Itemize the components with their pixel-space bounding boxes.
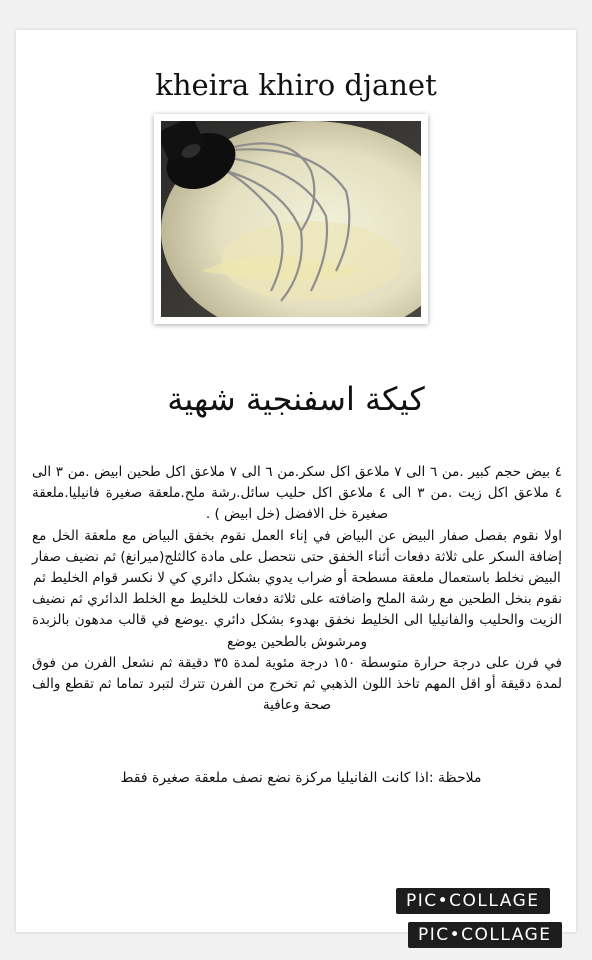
- method-paragraph-3: في فرن على درجة حرارة متوسطة ١٥٠ درجة مئوية لمدة ٣٥ دقيقة ثم نشعل الفرن من فوق لمدة دقيقة أو اقل المهم تاخذ اللون الذهبي ثم تخرج من الفرن تترك لتبرد تماما ثم تقطع والف صحة وعافية: [32, 654, 562, 714]
- recipe-photo: [154, 114, 428, 324]
- author-title: kheira khiro djanet: [155, 68, 437, 102]
- recipe-note: ملاحظة :اذا كانت الفانيليا مركزة نضع نصف ملعقة صغيرة فقط: [120, 770, 482, 786]
- method-paragraph-1: اولا نقوم بفصل صفار البيض عن البياض في إناء العمل نقوم بخفق البياض مع ملعقة الخل مع إضافة السكر على ثلاثة دفعات أثناء الخفق حتى نتحصل على مادة كالثلج(ميرانغ) ثم نضيف صفار البيض نخلط باستعمال ملعقة مسطحة أو ضراب يدوي بشكل دائري كي لا نكسر قوام الخليط ثم: [32, 527, 562, 587]
- method-paragraph-2: نقوم بنخل الطحين مع رشة الملح واضافته على ثلاثة دفعات للخليط مع الخلط الدائري ثم نضيف الزيت والحليب والفانيليا الى الخليط نخفق بهدوء بشكل دائري .يوضع في قالب مدهون بالزبدة ومرشوش بالطحين يوضع: [32, 591, 562, 650]
- recipe-title: كيكة اسفنجية شهية: [167, 380, 425, 418]
- picollage-watermark: PIC•COLLAGE: [396, 888, 550, 914]
- recipe-body: [32, 462, 562, 716]
- mixer-photo-image: [161, 121, 421, 317]
- picollage-watermark: PIC•COLLAGE: [408, 922, 562, 948]
- recipe-card: [16, 30, 576, 932]
- ingredients-paragraph: ٤ بيض حجم كبير .من ٦ الى ٧ ملاعق اكل سكر.من ٦ الى ٧ ملاعق اكل طحين ابيض .من ٣ الى ٤ ملاعق اكل زيت .من ٣ الى ٤ ملاعق اكل حليب سائل.رشة ملح.ملعقة صغيرة فانيليا.ملعقة صغيرة خل الافضل (خل ابيض ) .: [32, 464, 563, 523]
